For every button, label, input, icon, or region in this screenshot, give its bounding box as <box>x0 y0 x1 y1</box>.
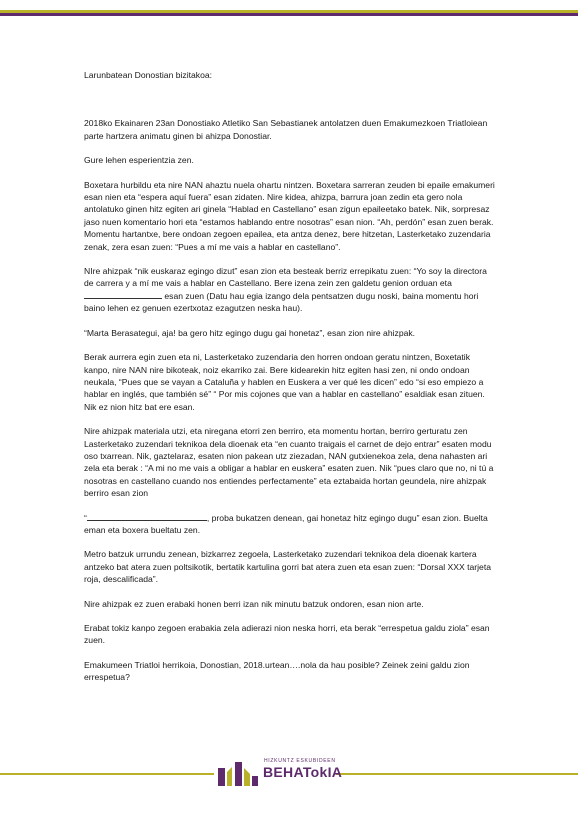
paragraph-8-after: , proba bukatzen denean, gai honetaz hitz egingo dugu” esan zion. Buelta eman eta boxera bueltatu zen. <box>84 512 488 535</box>
paragraph-4 <box>84 265 496 315</box>
paragraph-11: Erabat tokiz kanpo zegoen erabakia zela adierazi nion neska horri, eta berak “errespetua galdu ziola” esan zuen. <box>84 623 490 646</box>
paragraph-7: Nire ahizpak materiala utzi, eta niregana etorri zen berriro, eta momentu hortan, berriro gerturatu zen Lasterketako zuzendari teknikoa dela dioenak eta “en cuanto traigais el carnet de dejo entrar” esaten modu oso txarrean. Nik, gaztelaraz, esaten nion pakean utz ziezadan, NAN gutxienekoa zela, dena nahasten ari zela eta berak : “A mi no me vais a obligar a hablar en euskera” esaten zuen. Nik “pues claro que no, ni tú a nosotras en castellano cuando nos entiendes perfectamente” eta eztabaida hortan geundela, nire ahizpak berriro esan zion <box>84 426 494 499</box>
redacted-name-blank <box>84 293 162 299</box>
paragraph-8-before: “ <box>84 512 87 523</box>
paragraph-1: 2018ko Ekainaren 23an Donostiako Atletiko San Sebastianek antolatzen duen Emakumezkoen Triatloiean parte hartzera animatu ginen bi ahizpa Donostiar. <box>84 118 488 141</box>
paragraph-12: Emakumeen Triatloi herrikoia, Donostian, 2018.urtean….nola da hau posible? Zeinek zeini galdu zion errespetua? <box>84 659 470 683</box>
paragraph-4-before: NIre ahizpak “nik euskaraz egingo dizut” esan zion eta besteak berriz errepikatu zuen: “Yo soy la directora de carrera y a mí me vais a hablar en Castellano. Bere izena zein zen galdetu genion orduan eta <box>84 266 487 289</box>
paragraph-8 <box>84 512 496 537</box>
paragraph-6: Berak aurrera egin zuen eta ni, Lasterketako zuzendaria den horren ondoan geratu nintzen, Boxetatik kanpo, nire NAN nire bikoteak, noiz ekarriko zai. Bere kidearekin hitz egiten hasi zen, ni ondo ondoan neukala, “Pues que se vayan a Cataluña y hablen en Euskera a ver qué les dicen” edo “si eso empiezo a hablar en inglés, que también sé” “ Por mis cojones que van a hablar en castellano” esaldiak esan zituen. Nik ez nion hitz bat ere esan. <box>84 352 485 412</box>
logo-subtitle: HIZKUNTZ ESKUBIDEEN <box>264 758 336 764</box>
behatokia-logo-icon <box>216 758 260 790</box>
behatokia-logo <box>216 752 343 792</box>
footer-rule-right <box>336 773 578 775</box>
document-body <box>84 69 496 696</box>
paragraph-5: “Marta Berasategui, aja! ba gero hitz egingo dugu gai honetaz”, esan zion nire ahizpak. <box>84 327 416 338</box>
paragraph-9: Metro batzuk urrundu zenean, bizkarrez zegoela, Lasterketako zuzendari teknikoa dela dioenak kartera antzeko bat atera zuen poltsikotik, bertatik kartulina gorri bat atera zuen eta esan zuen: “Dorsal XXX tarjeta roja, descalificada”. <box>84 549 491 585</box>
paragraph-10: Nire ahizpak ez zuen erabaki honen berri izan nik minutu batzuk ondoren, esan nion arte. <box>84 598 424 609</box>
doc-greeting: Larunbatean Donostian bizitakoa: <box>84 70 213 80</box>
paragraph-4-after: esan zuen (Datu hau egia izango dela pentsatzen dugu noski, baina momentu hori baino lehen ez genuen ezertxotaz ezagutzen neska hau). <box>84 290 479 314</box>
header-rule-purple <box>0 13 578 16</box>
footer-rule-left <box>0 773 214 775</box>
paragraph-2: Gure lehen esperientzia zen. <box>84 155 194 166</box>
logo-title: BEHATokIA <box>263 764 343 780</box>
redacted-name-blank-2 <box>87 515 207 521</box>
paragraph-3: Boxetara hurbildu eta nire NAN ahaztu nuela ohartu nintzen. Boxetara sarreran zeuden bi epaile emakumeri esan nien eta “espera aquí fuera” esan zidaten. Nire kidea, ahizpa, barrura joan zedin eta gero nola antolatuko ginen hitz egiten ari ginela “Hablad en Castellano” esan zigun epaileetako batek. Nik, sorpresaz jaso nuen komentario hori eta “estamos hablando entre nosotras” esan nion. “Ah, perdón” esan zuen berak. Momentu hartantxe, bere ondoan zegoen epailea, eta antza denez, bere hitzetan, Lasterketako zuzendaria zenak, zera esan zuen: “Pues a mí me vais a hablar en castellano”. <box>84 179 495 252</box>
